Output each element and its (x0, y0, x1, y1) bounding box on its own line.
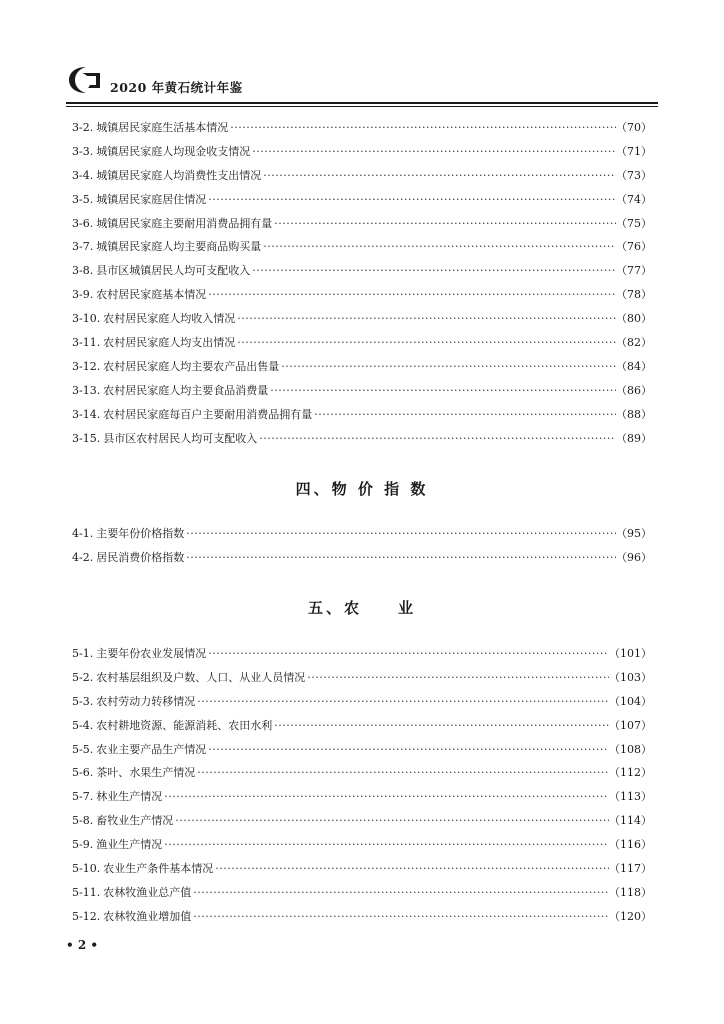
entry-page: （113） (609, 790, 652, 804)
entry-title: 茶叶、水果生产情况 (96, 766, 196, 780)
page-number: • 2 • (66, 938, 99, 952)
entry-number: 5-2. (72, 670, 94, 684)
entry-title: 主要年份价格指数 (96, 527, 185, 540)
entry-number: 5-11. (72, 885, 101, 899)
leader-dots (162, 785, 609, 809)
entry-title: 城镇居民家庭生活基本情况 (96, 121, 229, 134)
entry-number: 4-2. (72, 550, 94, 564)
page-header (66, 58, 658, 108)
toc-entry[interactable] (72, 355, 652, 379)
section-title-agriculture: 五、农 业 (307, 599, 416, 617)
leader-dots (162, 833, 609, 857)
leader-dots (305, 666, 609, 690)
toc-section-5 (72, 642, 652, 929)
entry-page: （89） (616, 431, 652, 445)
leader-dots (272, 212, 616, 236)
toc-entry[interactable] (72, 403, 652, 427)
entry-number: 3-6. (72, 216, 94, 230)
toc-entry[interactable] (72, 164, 652, 188)
yearbook-title: 2020 年黄石统计年鉴 (110, 80, 243, 95)
entry-page: （75） (616, 216, 652, 230)
leader-dots (228, 116, 616, 140)
entry-page: （114） (609, 814, 652, 828)
toc-entry[interactable] (72, 427, 652, 451)
entry-number: 3-2. (72, 121, 94, 134)
leader-dots (312, 403, 616, 427)
entry-title: 农村居民家庭人均收入情况 (103, 312, 236, 326)
toc-entry[interactable] (72, 212, 652, 236)
entry-number: 5-3. (72, 694, 94, 708)
leader-dots (250, 140, 616, 164)
entry-number: 4-1. (72, 527, 94, 540)
entry-page: （118） (609, 885, 652, 899)
toc-entry[interactable] (72, 857, 652, 881)
entry-title: 主要年份农业发展情况 (96, 647, 207, 660)
entry-page: （73） (616, 168, 652, 182)
entry-page: （117） (609, 862, 652, 876)
entry-number: 5-12. (72, 909, 101, 923)
entry-page: （104） (609, 694, 652, 708)
entry-title: 县市区城镇居民人均可支配收入 (96, 264, 251, 278)
toc-entry[interactable] (72, 140, 652, 164)
toc-entry[interactable] (72, 188, 652, 212)
leader-dots (206, 283, 616, 307)
toc-entry[interactable] (72, 761, 652, 785)
entry-title: 农村居民家庭人均主要农产品出售量 (103, 359, 280, 373)
leader-dots (213, 857, 609, 881)
leader-dots (206, 188, 616, 212)
entry-page: （95） (616, 527, 652, 540)
toc-entry[interactable] (72, 881, 652, 905)
leader-dots (261, 235, 616, 259)
entry-title: 农林牧渔业增加值 (103, 909, 192, 923)
toc-entry[interactable] (72, 307, 652, 331)
section-title-price-index: 四、物 价 指 数 (295, 480, 429, 498)
leader-dots (279, 355, 616, 379)
entry-title: 渔业生产情况 (96, 838, 163, 852)
leader-dots (261, 164, 616, 188)
leader-dots (235, 307, 616, 331)
entry-number: 3-15. (72, 431, 101, 445)
toc-section-3 (72, 116, 652, 450)
toc-entry[interactable] (72, 116, 652, 140)
entry-page: （107） (609, 718, 652, 732)
leader-dots (173, 809, 609, 833)
leader-dots (195, 690, 609, 714)
entry-page: （96） (616, 550, 652, 564)
entry-title: 农村居民家庭基本情况 (96, 288, 207, 302)
leader-dots (268, 379, 616, 403)
entry-page: （80） (616, 312, 652, 326)
entry-number: 5-10. (72, 862, 101, 876)
entry-number: 3-10. (72, 312, 101, 326)
leader-dots (184, 522, 616, 546)
entry-number: 3-5. (72, 192, 94, 206)
entry-title: 城镇居民家庭人均消费性支出情况 (96, 168, 262, 182)
entry-number: 5-7. (72, 790, 94, 804)
entry-number: 3-3. (72, 144, 94, 158)
entry-number: 3-12. (72, 359, 101, 373)
entry-page: （70） (616, 121, 652, 134)
leader-dots (184, 546, 616, 570)
entry-page: （84） (616, 359, 652, 373)
entry-number: 3-14. (72, 407, 101, 421)
leader-dots (257, 427, 616, 451)
entry-page: （74） (616, 192, 652, 206)
entry-title: 农业主要产品生产情况 (96, 742, 207, 756)
leader-dots (206, 738, 609, 762)
toc-entry[interactable] (72, 809, 652, 833)
entry-number: 3-11. (72, 336, 101, 350)
entry-number: 5-8. (72, 814, 94, 828)
yearbook-logo-icon (66, 64, 106, 96)
entry-title: 县市区农村居民人均可支配收入 (103, 431, 258, 445)
entry-number: 3-9. (72, 288, 94, 302)
entry-number: 5-4. (72, 718, 94, 732)
entry-title: 林业生产情况 (96, 790, 163, 804)
entry-page: （77） (616, 264, 652, 278)
entry-page: （76） (616, 240, 652, 254)
toc-entry[interactable] (72, 546, 652, 570)
leader-dots (195, 761, 609, 785)
entry-title: 城镇居民家庭居住情况 (96, 192, 207, 206)
entry-title: 农林牧渔业总产值 (103, 885, 192, 899)
entry-title: 城镇居民家庭人均主要商品购买量 (96, 240, 262, 254)
entry-title: 畜牧业生产情况 (96, 814, 174, 828)
toc-entry[interactable] (72, 690, 652, 714)
entry-title: 居民消费价格指数 (96, 550, 185, 564)
entry-number: 3-13. (72, 383, 101, 397)
leader-dots (191, 905, 609, 929)
toc-entry[interactable] (72, 235, 652, 259)
entry-page: （116） (609, 838, 652, 852)
leader-dots (272, 714, 609, 738)
entry-title: 城镇居民家庭人均现金收支情况 (96, 144, 251, 158)
entry-title: 农村居民家庭每百户主要耐用消费品拥有量 (103, 407, 313, 421)
entry-page: （101） (609, 647, 652, 660)
header-rule-thin (66, 106, 658, 107)
entry-page: （78） (616, 288, 652, 302)
entry-number: 5-9. (72, 838, 94, 852)
toc-entry[interactable] (72, 642, 652, 666)
entry-title: 农村基层组织及户数、人口、从业人员情况 (96, 670, 306, 684)
toc-entry[interactable] (72, 714, 652, 738)
leader-dots (191, 881, 609, 905)
leader-dots (206, 642, 609, 666)
entry-number: 3-7. (72, 240, 94, 254)
entry-page: （108） (609, 742, 652, 756)
toc-entry[interactable] (72, 259, 652, 283)
leader-dots (250, 259, 616, 283)
toc-entry[interactable] (72, 522, 652, 546)
toc-section-4 (72, 522, 652, 570)
entry-number: 5-6. (72, 766, 94, 780)
entry-page: （86） (616, 383, 652, 397)
header-rule-thick (66, 102, 658, 104)
entry-page: （112） (609, 766, 652, 780)
toc-entry[interactable] (72, 666, 652, 690)
entry-title: 农村居民家庭人均支出情况 (103, 336, 236, 350)
entry-title: 农村耕地资源、能源消耗、农田水利 (96, 718, 273, 732)
toc-entry[interactable] (72, 833, 652, 857)
entry-page: （103） (609, 670, 652, 684)
leader-dots (235, 331, 616, 355)
entry-page: （120） (609, 909, 652, 923)
toc-entry[interactable] (72, 379, 652, 403)
entry-number: 3-4. (72, 168, 94, 182)
entry-number: 5-1. (72, 647, 94, 660)
entry-title: 城镇居民家庭主要耐用消费品拥有量 (96, 216, 273, 230)
toc-entry[interactable] (72, 785, 652, 809)
entry-title: 农业生产条件基本情况 (103, 862, 214, 876)
toc-entry[interactable] (72, 331, 652, 355)
entry-page: （71） (616, 144, 652, 158)
entry-page: （82） (616, 336, 652, 350)
entry-title: 农村劳动力转移情况 (96, 694, 196, 708)
toc-entry[interactable] (72, 905, 652, 929)
entry-number: 5-5. (72, 742, 94, 756)
entry-number: 3-8. (72, 264, 94, 278)
entry-title: 农村居民家庭人均主要食品消费量 (103, 383, 269, 397)
entry-page: （88） (616, 407, 652, 421)
toc-entry[interactable] (72, 283, 652, 307)
toc-entry[interactable] (72, 738, 652, 762)
